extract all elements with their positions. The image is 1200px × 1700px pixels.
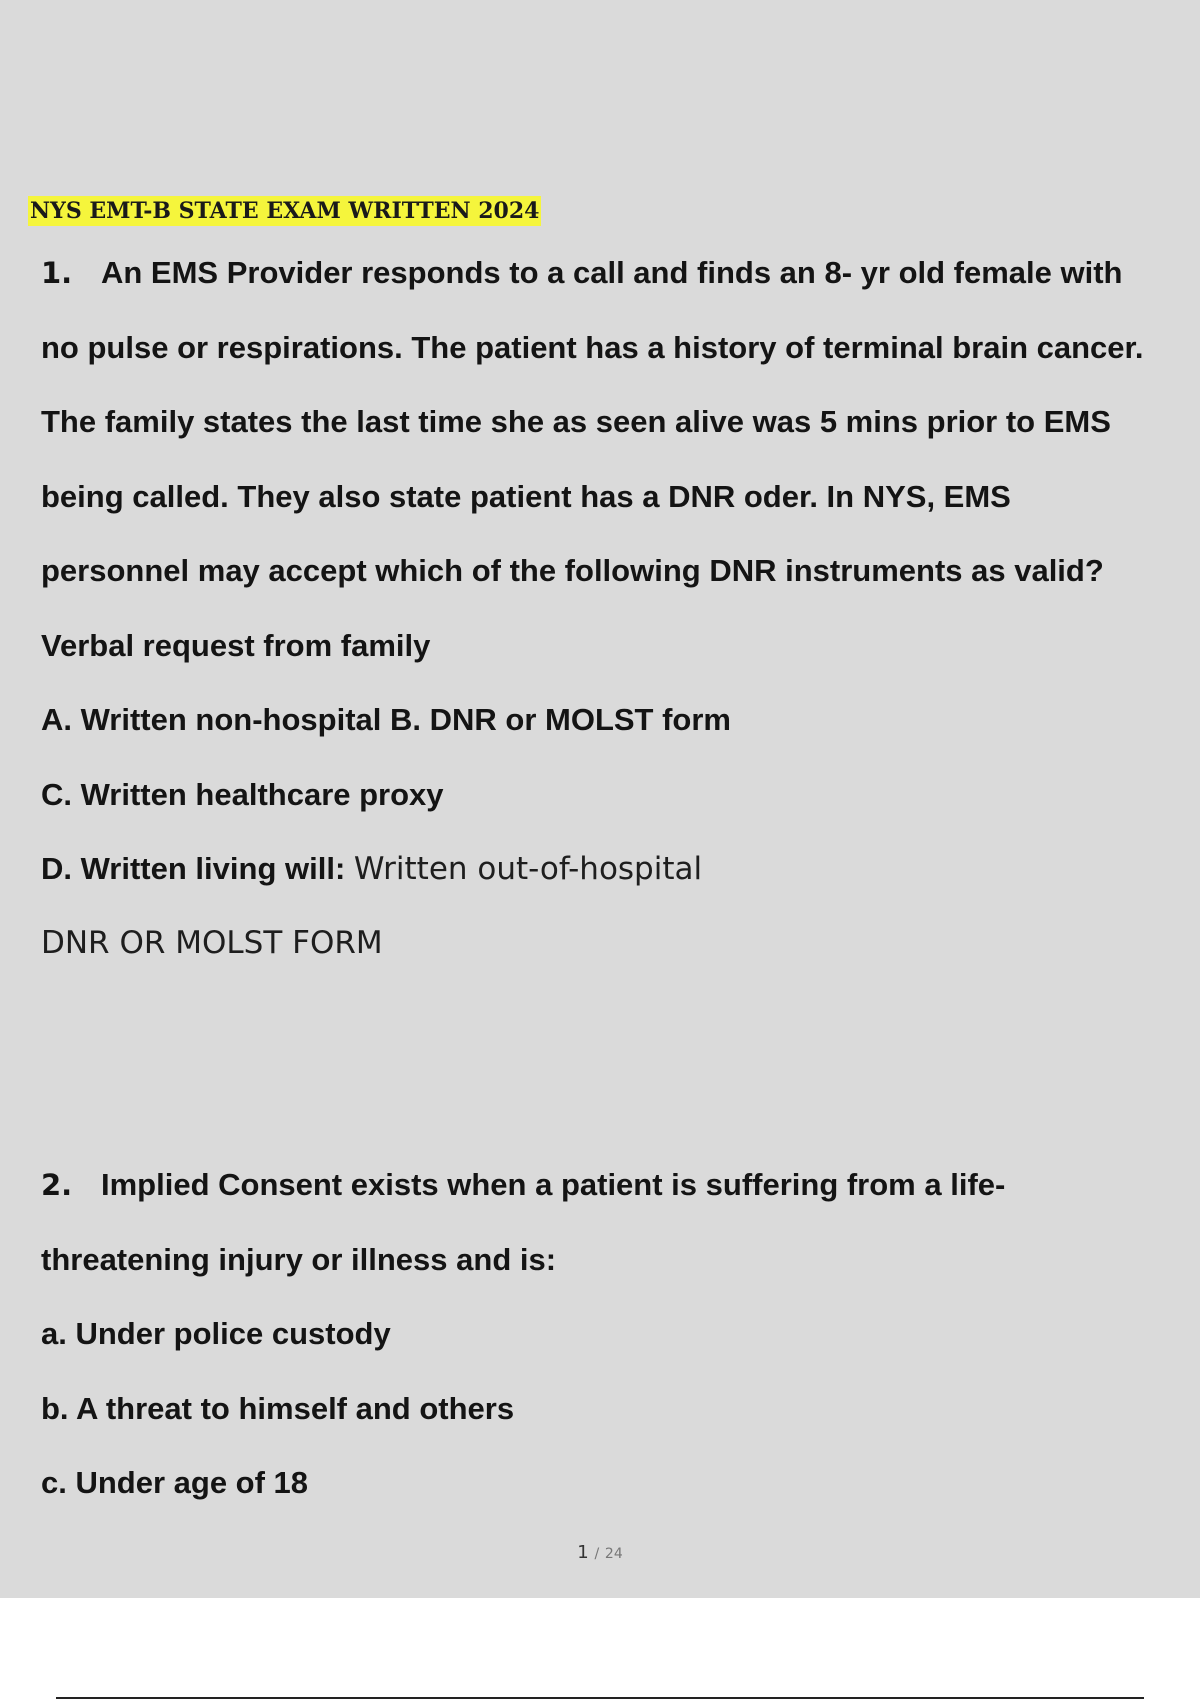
current-page: 1 — [577, 1542, 589, 1563]
question-1-option-line — [41, 849, 702, 889]
page-separator: / — [594, 1546, 600, 1562]
question-1-answer: Written out-of-hospital — [353, 851, 703, 887]
divider — [56, 1697, 1144, 1699]
question-1-option: Verbal request from family — [41, 628, 431, 663]
question-1-text-line: personnel may accept which of the following DNR instruments as valid? — [41, 553, 1104, 588]
question-2-option: c. Under age of 18 — [41, 1465, 309, 1500]
question-1-text-line: no pulse or respirations. The patient has a history of terminal brain cancer. — [41, 330, 1144, 365]
question-1-text-line: being called. They also state patient has a DNR oder. In NYS, EMS — [41, 479, 1011, 514]
question-2-line — [41, 1165, 1005, 1205]
question-1-option: D. Written living will: — [41, 851, 346, 886]
question-2-option: b. A threat to himself and others — [41, 1391, 515, 1426]
question-2-text: Implied Consent exists when a patient is suffering from a life- — [101, 1167, 1006, 1202]
question-2-number: 2. — [41, 1168, 73, 1202]
question-1-text-line: The family states the last time she as seen alive was 5 mins prior to EMS — [41, 404, 1111, 439]
document-title: NYS EMT-B STATE EXAM WRITTEN 2024 — [30, 198, 540, 224]
question-1-text: An EMS Provider responds to a call and finds an 8- yr old female with — [101, 255, 1123, 290]
question-1-option: A. Written non-hospital B. DNR or MOLST form — [41, 702, 731, 737]
question-1-line — [41, 253, 1123, 293]
total-pages: 24 — [604, 1546, 623, 1562]
question-2-text-line: threatening injury or illness and is: — [41, 1242, 557, 1277]
question-1-number: 1. — [41, 256, 73, 290]
question-2-option: a. Under police custody — [41, 1316, 391, 1351]
question-1-option: C. Written healthcare proxy — [41, 777, 444, 812]
question-1-answer-continued: DNR OR MOLST FORM — [41, 925, 383, 961]
page-indicator — [0, 1542, 1200, 1563]
